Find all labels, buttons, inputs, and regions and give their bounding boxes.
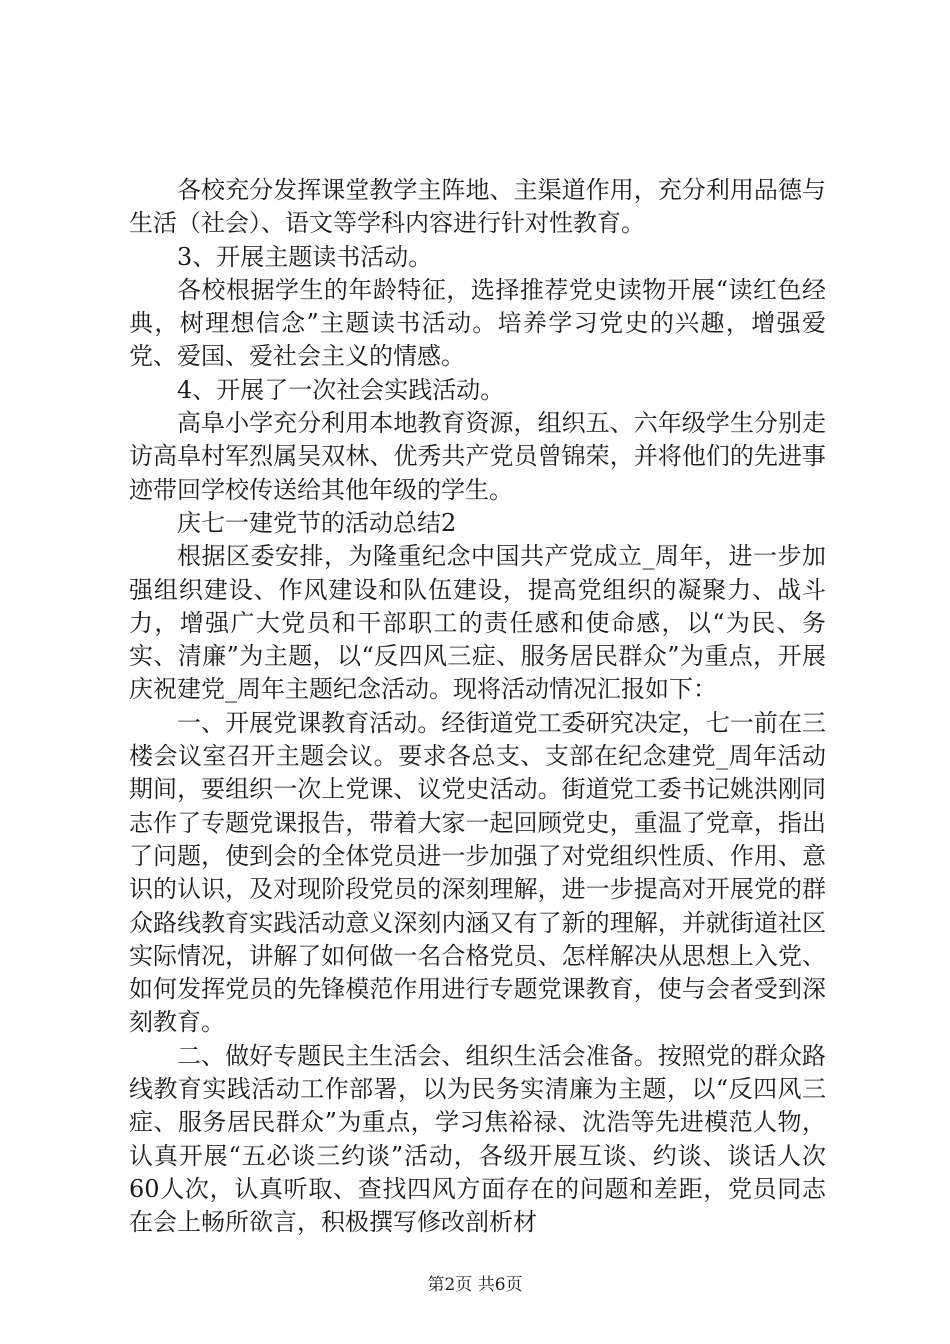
document-body: [129, 174, 826, 1240]
page-number: 第2页 共6页: [427, 1275, 523, 1295]
heading-social-practice: 4、开展了一次社会实践活动。: [177, 375, 505, 404]
paragraph-classroom-education: 各校充分发挥课堂教学主阵地、主渠道作用，充分利用品德与生活（社会）、语文等学科内容进行针对性教育。: [129, 176, 826, 238]
paragraph-party-lecture: 一、开展党课教育活动。经街道党工委研究决定，七一前在三楼会议室召开主题会议。要求各总支、支部在纪念建党_周年活动期间，要组织一次上党课、议党史活动。街道党工委书记姚洪刚同志作了专题党课报告，带着大家一起回顾党史，重温了党章，指出了问题，使到会的全体党员进一步加强了对党组织性质、作用、意识的认识，及对现阶段党员的深刻理解，进一步提高对开展党的群众路线教育实践活动意义深刻内涵又有了新的理解，并就街道社区实际情况，讲解了如何做一名合格党员、怎样解决从思想上入党、如何发挥党员的先锋模范作用进行专题党课教育，使与会者受到深刻教育。: [129, 708, 826, 1037]
paragraph-introduction: 根据区委安排，为隆重纪念中国共产党成立_周年，进一步加强组织建设、作风建设和队伍建设，提高党组织的凝聚力、战斗力，增强广大党员和干部职工的责任感和使命感，以“为民、务实、清廉”为主题，以“反四风三症、服务居民群众”为重点，开展庆祝建党_周年主题纪念活动。现将活动情况汇报如下：: [129, 542, 826, 704]
heading-reading-activity: 3、开展主题读书活动。: [177, 242, 433, 271]
paragraph-reading-activity: 各校根据学生的年龄特征，选择推荐党史读物开展“读红色经典，树理想信念”主题读书活动。培养学习党史的兴趣，增强爱党、爱国、爱社会主义的情感。: [129, 275, 826, 371]
paragraph-social-practice: 高阜小学充分利用本地教育资源，组织五、六年级学生分别走访高阜村军烈属吴双林、优秀共产党员曾锦荣，并将他们的先进事迹带回学校传送给其他年级的学生。: [129, 409, 826, 504]
section-title-summary-2: 庆七一建党节的活动总结2: [177, 508, 457, 537]
paragraph-democratic-meeting: 二、做好专题民主生活会、组织生活会准备。按照党的群众路线教育实践活动工作部署，以为民务实清廉为主题，以“反四风三症、服务居民群众”为重点，学习焦裕禄、沈浩等先进模范人物，认真开展“五必谈三约谈”活动，各级开展互谈、约谈、谈话人次60人次，认真听取、查找四风方面存在的问题和差距，党员同志在会上畅所欲言，积极撰写修改剖析材: [129, 1041, 826, 1237]
